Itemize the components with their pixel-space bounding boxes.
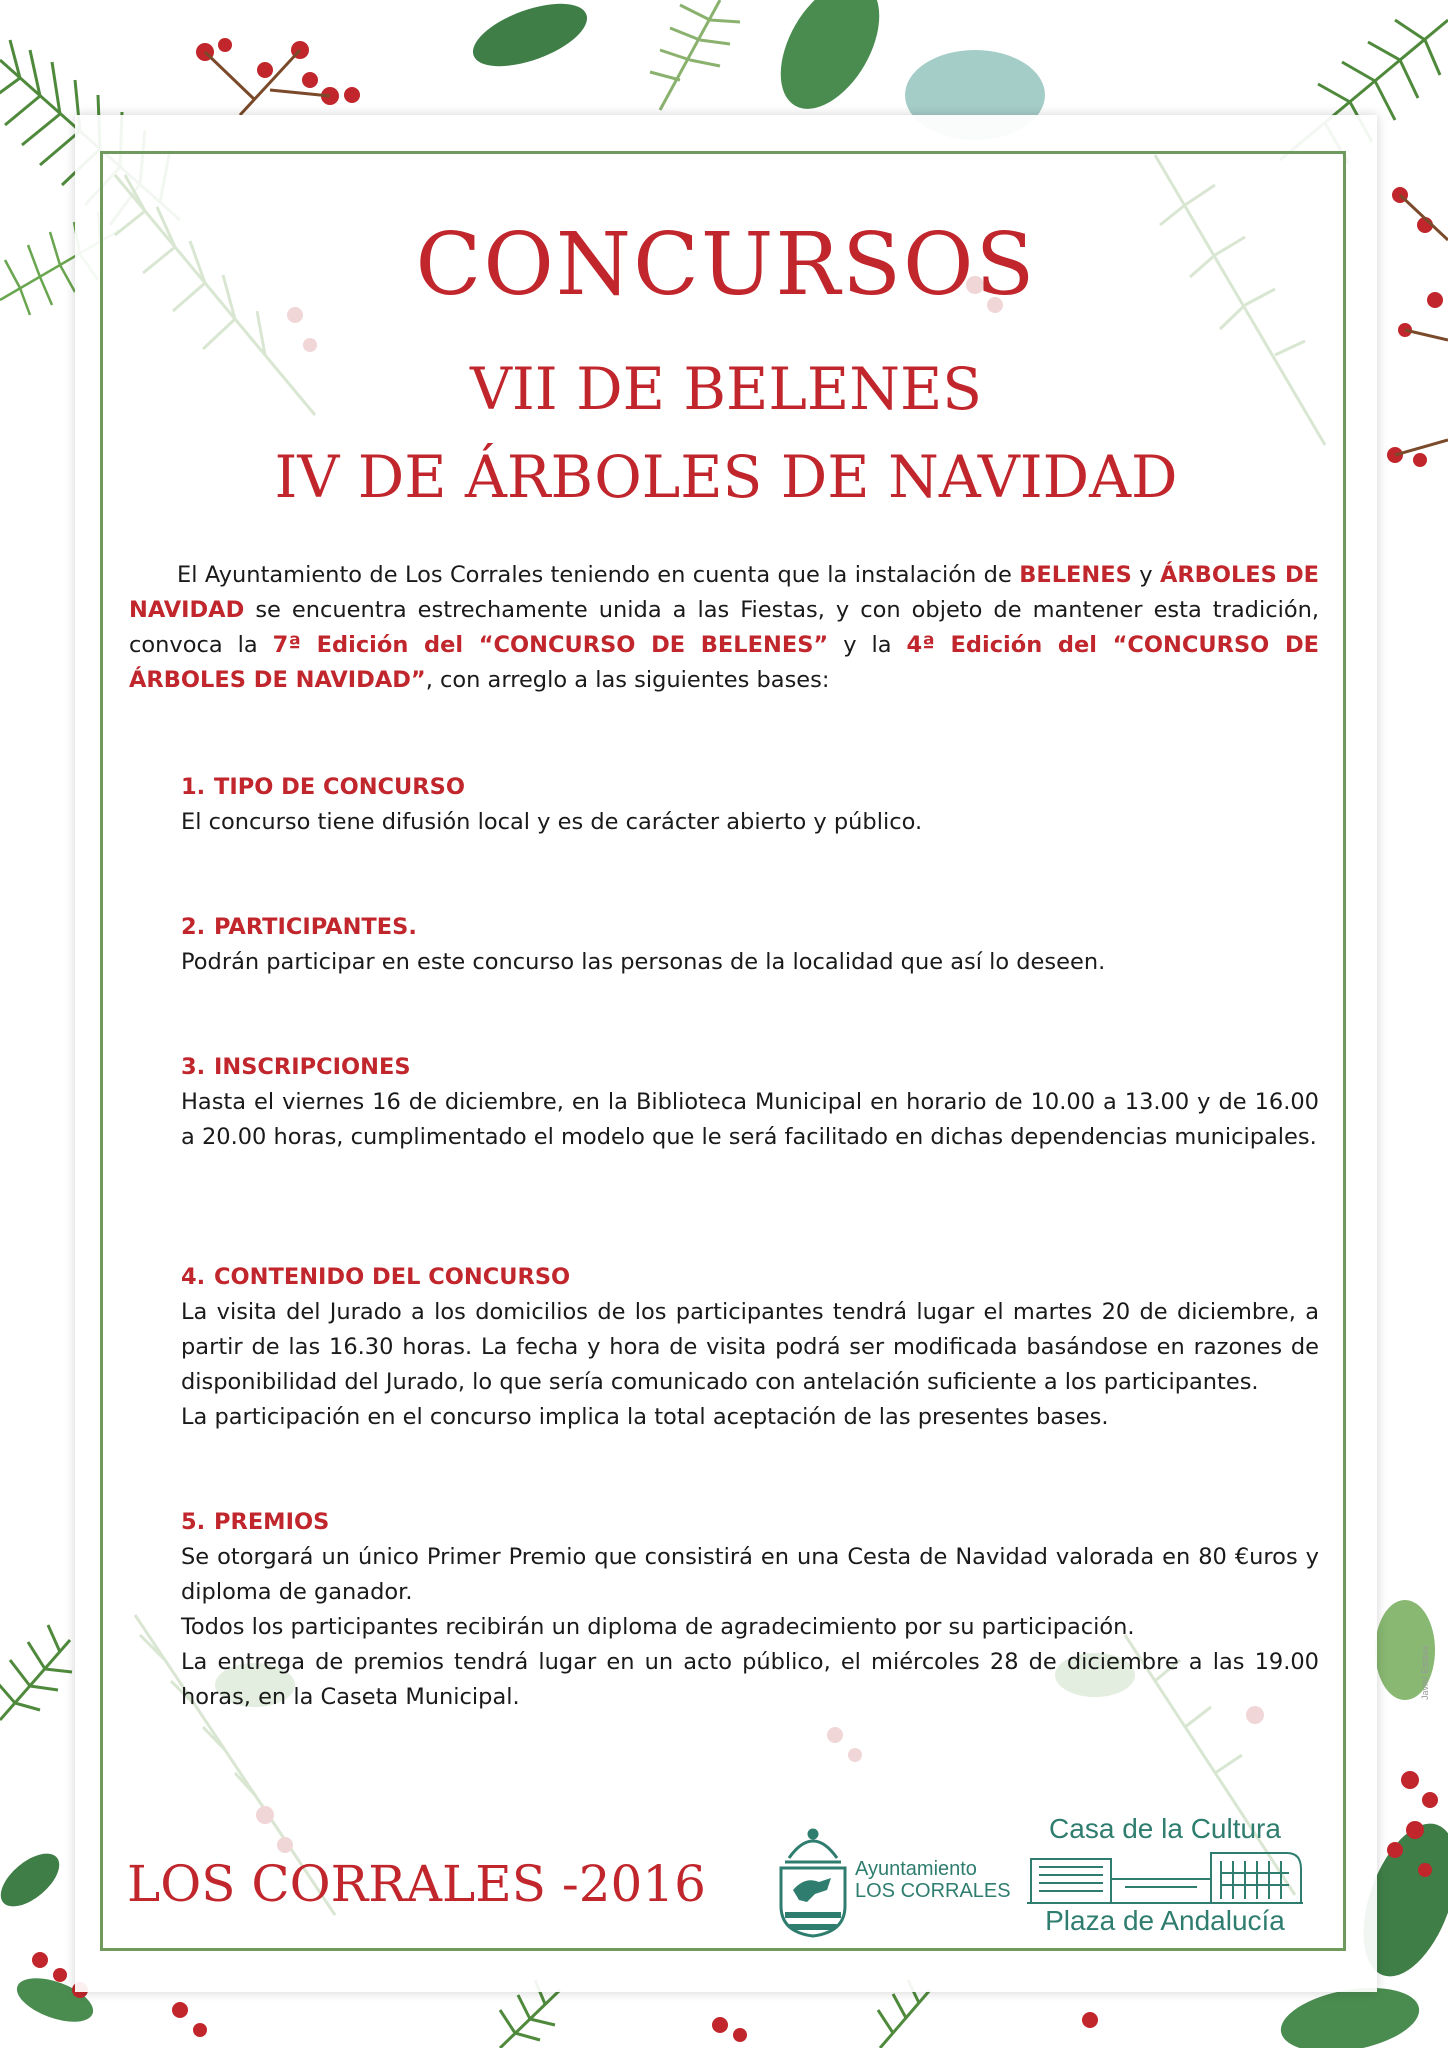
section-inscripciones (181, 1050, 1319, 1155)
section-text: La visita del Jurado a los domicilios de los participantes tendrá lugar el martes 20 de diciembre, a partir de las 16.30 horas. La fecha y hora de visita podrá ser modificada basándose en razones de disponibilidad del Jurado, lo que sería comunicado con antelación suficiente a los participantes. (181, 1299, 1319, 1395)
section-contenido-del-concurso (181, 1260, 1319, 1435)
poster-subtitle-belenes: VII DE BELENES (469, 355, 983, 423)
building-icon (1025, 1849, 1305, 1905)
section-text: Podrán participar en este concurso las personas de la localidad que así lo deseen. (181, 949, 1106, 975)
crown-shield-icon (775, 1828, 851, 1938)
section-participantes (181, 910, 1319, 980)
section-text: Se otorgará un único Primer Premio que consistirá en una Cesta de Navidad valorada en 80 €uros y diploma de ganador. (181, 1544, 1319, 1605)
poster-subtitle-arboles: IV DE ÁRBOLES DE NAVIDAD (274, 443, 1178, 511)
pine-branch-icon (650, 0, 740, 110)
section-heading: 2. PARTICIPANTES. (181, 914, 417, 940)
ayuntamiento-logo (775, 1828, 1035, 1938)
intro-paragraph: El Ayuntamiento de Los Corrales teniendo en cuenta que la instalación de BELENES y ÁRBOLES DE NAVIDAD se encuentra estrechamente unida a las Fiestas, y con objeto de mantener esta tradición, convoca la 7ª Edición del “CONCURSO DE BELENES” y la 4ª Edición del “CONCURSO DE ÁRBOLES DE NAVIDAD”, con arreglo a las siguientes bases: (129, 562, 1320, 693)
section-heading: 3. INSCRIPCIONES (181, 1054, 411, 1080)
poster-card (75, 115, 1377, 1992)
highlight-belenes: BELENES (1019, 562, 1132, 588)
artist-credit: Javier Estava (1420, 1645, 1430, 1700)
section-text: El concurso tiene difusión local y es de carácter abierto y público. (181, 809, 923, 835)
poster-title: CONCURSOS (415, 215, 1037, 315)
section-heading: 4. CONTENIDO DEL CONCURSO (181, 1264, 571, 1290)
section-text: Hasta el viernes 16 de diciembre, en la Biblioteca Municipal en horario de 10.00 a 13.00 y de 16.00 a 20.00 horas, cumplimentado el modelo que le será facilitado en dichas dependencias municipales. (181, 1089, 1319, 1150)
section-text: La entrega de premios tendrá lugar en un acto público, el miércoles 28 de diciembre a las 19.00 horas, en la Caseta Municipal. (181, 1649, 1319, 1710)
highlight-edicion-arboles: 4ª Edición del “CONCURSO DE ÁRBOLES DE NAVIDAD” (129, 632, 1320, 693)
ayuntamiento-label: Ayuntamiento (855, 1858, 977, 1880)
casa-de-la-cultura-logo (1025, 1813, 1305, 1943)
section-tipo-de-concurso (181, 770, 1319, 840)
highlight-arboles: ÁRBOLES DE NAVIDAD (129, 562, 1319, 623)
ayuntamiento-town: LOS CORRALES (855, 1880, 1011, 1902)
highlight-edicion-belenes: 7ª Edición del “CONCURSO DE BELENES” (272, 632, 829, 658)
section-premios (181, 1505, 1319, 1715)
berry-icon (196, 38, 360, 105)
pine-branch-icon (0, 1625, 72, 1720)
footer-place-year: LOS CORRALES -2016 (127, 1855, 706, 1913)
berry-icon (172, 2002, 1098, 2042)
section-heading: 1. TIPO DE CONCURSO (181, 774, 465, 800)
section-text: La participación en el concurso implica la total aceptación de las presentes bases. (181, 1404, 1109, 1430)
section-text: Todos los participantes recibirán un diploma de agradecimiento por su participación. (181, 1614, 1135, 1640)
plaza-de-andalucia-label: Plaza de Andalucía (1045, 1905, 1285, 1936)
casa-de-la-cultura-label: Casa de la Cultura (1049, 1813, 1281, 1844)
section-heading: 5. PREMIOS (181, 1509, 330, 1535)
